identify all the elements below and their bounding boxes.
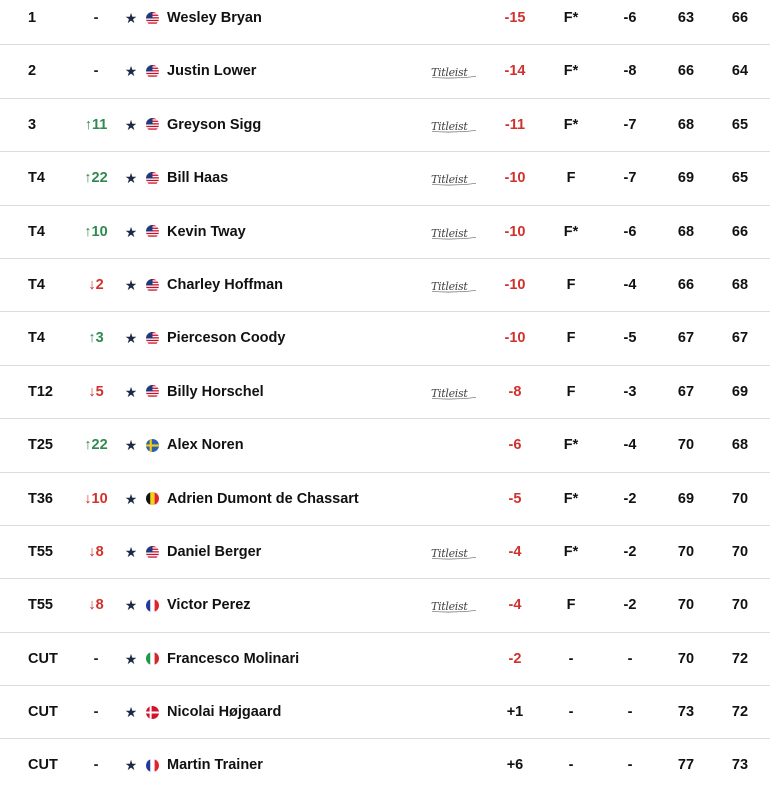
flag-usa-icon (146, 118, 159, 131)
sponsor-logo (430, 118, 478, 134)
position-movement: ↑22 (84, 170, 108, 187)
position: T25 (28, 437, 53, 454)
star-icon[interactable]: ★ (124, 170, 138, 187)
player-name[interactable]: Daniel Berger (167, 543, 262, 560)
today-score: -2 (623, 543, 637, 560)
round-1-score: 73 (677, 704, 695, 721)
today-score: -3 (623, 383, 637, 400)
today-score: -7 (623, 116, 637, 133)
position-movement: ↑11 (84, 116, 108, 133)
table-row[interactable] (0, 633, 770, 686)
svg-text:Titleist: Titleist (431, 173, 468, 187)
sponsor-logo (430, 278, 478, 294)
round-2-score: 73 (731, 757, 749, 774)
today-score: -4 (623, 437, 637, 454)
player-name[interactable]: Charley Hoffman (167, 276, 284, 293)
position: CUT (28, 704, 58, 721)
star-icon[interactable]: ★ (124, 437, 138, 454)
round-2-score: 72 (731, 704, 749, 721)
today-score: -4 (623, 276, 637, 293)
round-2-score: 67 (731, 330, 749, 347)
round-1-score: 68 (677, 223, 695, 240)
today-score: -7 (623, 170, 637, 187)
position-movement: ↓10 (84, 490, 108, 507)
round-1-score: 67 (677, 330, 695, 347)
flag-usa-icon (146, 279, 159, 292)
thru: - (568, 757, 574, 774)
position: T4 (28, 330, 45, 347)
thru: F (566, 170, 576, 187)
flag-usa-icon (146, 172, 159, 185)
sponsor-logo (430, 598, 478, 614)
flag-usa-icon (146, 225, 159, 238)
star-icon[interactable]: ★ (124, 543, 138, 560)
svg-text:Titleist: Titleist (431, 546, 468, 560)
round-2-score: 69 (731, 383, 749, 400)
total-score: -4 (508, 543, 522, 560)
round-2-score: 66 (731, 223, 749, 240)
today-score: - (627, 704, 633, 721)
round-1-score: 69 (677, 170, 695, 187)
total-score: -2 (508, 650, 522, 667)
position: T4 (28, 223, 45, 240)
round-2-score: 65 (731, 170, 749, 187)
flag-den-icon (146, 706, 159, 719)
table-row[interactable] (0, 473, 770, 526)
round-2-score: 68 (731, 437, 749, 454)
table-row[interactable] (0, 259, 770, 312)
round-1-score: 68 (677, 116, 695, 133)
round-1-score: 70 (677, 597, 695, 614)
thru: F (566, 330, 576, 347)
round-2-score: 66 (731, 10, 749, 26)
position-movement: ↓8 (88, 597, 104, 614)
sponsor-logo (430, 385, 478, 401)
round-2-score: 70 (731, 490, 749, 507)
table-row[interactable] (0, 312, 770, 365)
today-score: -5 (623, 330, 637, 347)
today-score: - (627, 757, 633, 774)
round-1-score: 70 (677, 543, 695, 560)
sponsor-logo (430, 545, 478, 561)
position: T55 (28, 543, 53, 560)
round-2-score: 72 (731, 650, 749, 667)
player-name[interactable]: Martin Trainer (167, 757, 263, 774)
position-movement: - (93, 10, 99, 26)
round-2-score: 70 (731, 543, 749, 560)
star-icon[interactable]: ★ (124, 63, 138, 80)
position: T36 (28, 490, 53, 507)
table-row[interactable] (0, 579, 770, 632)
star-icon[interactable]: ★ (124, 597, 138, 614)
position-movement: - (93, 650, 99, 667)
flag-fra-icon (146, 759, 159, 772)
position-movement: ↓5 (88, 383, 104, 400)
svg-text:Titleist: Titleist (431, 386, 468, 400)
thru: F* (563, 490, 579, 507)
round-1-score: 77 (677, 757, 695, 774)
total-score: -10 (504, 170, 526, 187)
today-score: -2 (623, 490, 637, 507)
flag-usa-icon (146, 385, 159, 398)
thru: F* (563, 437, 579, 454)
position: T55 (28, 597, 53, 614)
total-score: -14 (504, 63, 526, 80)
svg-text:Titleist: Titleist (431, 279, 468, 293)
thru: F (566, 597, 576, 614)
today-score: -6 (623, 223, 637, 240)
player-name[interactable]: Billy Horschel (167, 383, 264, 400)
star-icon[interactable]: ★ (124, 330, 138, 347)
position-movement: ↓8 (88, 543, 104, 560)
player-name[interactable]: Francesco Molinari (167, 650, 300, 667)
round-2-score: 68 (731, 276, 749, 293)
today-score: -6 (623, 10, 637, 26)
position: T12 (28, 383, 53, 400)
star-icon[interactable]: ★ (124, 383, 138, 400)
star-icon[interactable]: ★ (124, 276, 138, 293)
star-icon[interactable]: ★ (124, 757, 138, 774)
position: 1 (28, 10, 37, 26)
svg-text:Titleist: Titleist (431, 600, 468, 614)
today-score: -2 (623, 597, 637, 614)
position-movement: ↑10 (84, 223, 108, 240)
round-1-score: 67 (677, 383, 695, 400)
position-movement: - (93, 704, 99, 721)
sponsor-logo (430, 64, 478, 80)
position-movement: ↓2 (88, 276, 104, 293)
round-1-score: 66 (677, 276, 695, 293)
position-movement: ↑22 (84, 437, 108, 454)
today-score: -8 (623, 63, 637, 80)
position: 3 (28, 116, 37, 133)
player-name[interactable]: Bill Haas (167, 170, 229, 187)
total-score: -4 (508, 597, 522, 614)
player-name[interactable]: Kevin Tway (167, 223, 246, 240)
thru: F* (563, 10, 579, 26)
player-name[interactable]: Wesley Bryan (167, 10, 262, 26)
position: T4 (28, 170, 45, 187)
star-icon[interactable]: ★ (124, 704, 138, 721)
thru: F* (563, 223, 579, 240)
player-name[interactable]: Nicolai Højgaard (167, 704, 282, 721)
position: CUT (28, 757, 58, 774)
total-score: -10 (504, 276, 526, 293)
table-row[interactable] (0, 526, 770, 579)
thru: F (566, 383, 576, 400)
total-score: -10 (504, 330, 526, 347)
table-row[interactable] (0, 419, 770, 472)
sponsor-logo (430, 171, 478, 187)
star-icon[interactable]: ★ (124, 223, 138, 240)
flag-bel-icon (146, 492, 159, 505)
table-row[interactable] (0, 686, 770, 739)
star-icon[interactable]: ★ (124, 650, 138, 667)
table-row[interactable] (0, 152, 770, 205)
thru: F* (563, 63, 579, 80)
position-movement: - (93, 757, 99, 774)
round-1-score: 70 (677, 650, 695, 667)
player-name[interactable]: Justin Lower (167, 63, 257, 80)
svg-text:Titleist: Titleist (431, 66, 468, 80)
flag-usa-icon (146, 332, 159, 345)
svg-text:Titleist: Titleist (431, 119, 468, 133)
round-2-score: 70 (731, 597, 749, 614)
round-2-score: 65 (731, 116, 749, 133)
total-score: +1 (506, 704, 524, 721)
thru: F* (563, 543, 579, 560)
position-movement: - (93, 63, 99, 80)
round-2-score: 64 (731, 63, 749, 80)
star-icon[interactable]: ★ (124, 490, 138, 507)
flag-usa-icon (146, 546, 159, 559)
table-row[interactable] (0, 0, 770, 45)
table-row[interactable] (0, 99, 770, 152)
total-score: -15 (504, 10, 526, 26)
position: T4 (28, 276, 45, 293)
total-score: -10 (504, 223, 526, 240)
round-1-score: 70 (677, 437, 695, 454)
today-score: - (627, 650, 633, 667)
player-name[interactable]: Alex Noren (167, 437, 244, 454)
player-name[interactable]: Pierceson Coody (167, 330, 286, 347)
total-score: -11 (504, 116, 526, 133)
total-score: -8 (508, 383, 522, 400)
sponsor-logo (430, 225, 478, 241)
position: 2 (28, 63, 37, 80)
total-score: +6 (506, 757, 524, 774)
round-1-score: 63 (677, 10, 695, 26)
table-row[interactable] (0, 739, 770, 791)
thru: F (566, 276, 576, 293)
table-row[interactable] (0, 45, 770, 98)
table-row[interactable] (0, 366, 770, 419)
flag-usa-icon (146, 65, 159, 78)
player-name[interactable]: Adrien Dumont de Chassart (167, 490, 359, 507)
star-icon[interactable]: ★ (124, 10, 138, 26)
thru: - (568, 650, 574, 667)
total-score: -6 (508, 437, 522, 454)
player-name[interactable]: Victor Perez (167, 597, 251, 614)
flag-swe-icon (146, 439, 159, 452)
round-1-score: 66 (677, 63, 695, 80)
flag-usa-icon (146, 12, 159, 25)
round-1-score: 69 (677, 490, 695, 507)
flag-fra-icon (146, 599, 159, 612)
svg-text:Titleist: Titleist (431, 226, 468, 240)
player-name[interactable]: Greyson Sigg (167, 116, 262, 133)
table-row[interactable] (0, 206, 770, 259)
thru: F* (563, 116, 579, 133)
position: CUT (28, 650, 58, 667)
position-movement: ↑3 (88, 330, 104, 347)
star-icon[interactable]: ★ (124, 116, 138, 133)
thru: - (568, 704, 574, 721)
total-score: -5 (508, 490, 522, 507)
flag-ita-icon (146, 652, 159, 665)
